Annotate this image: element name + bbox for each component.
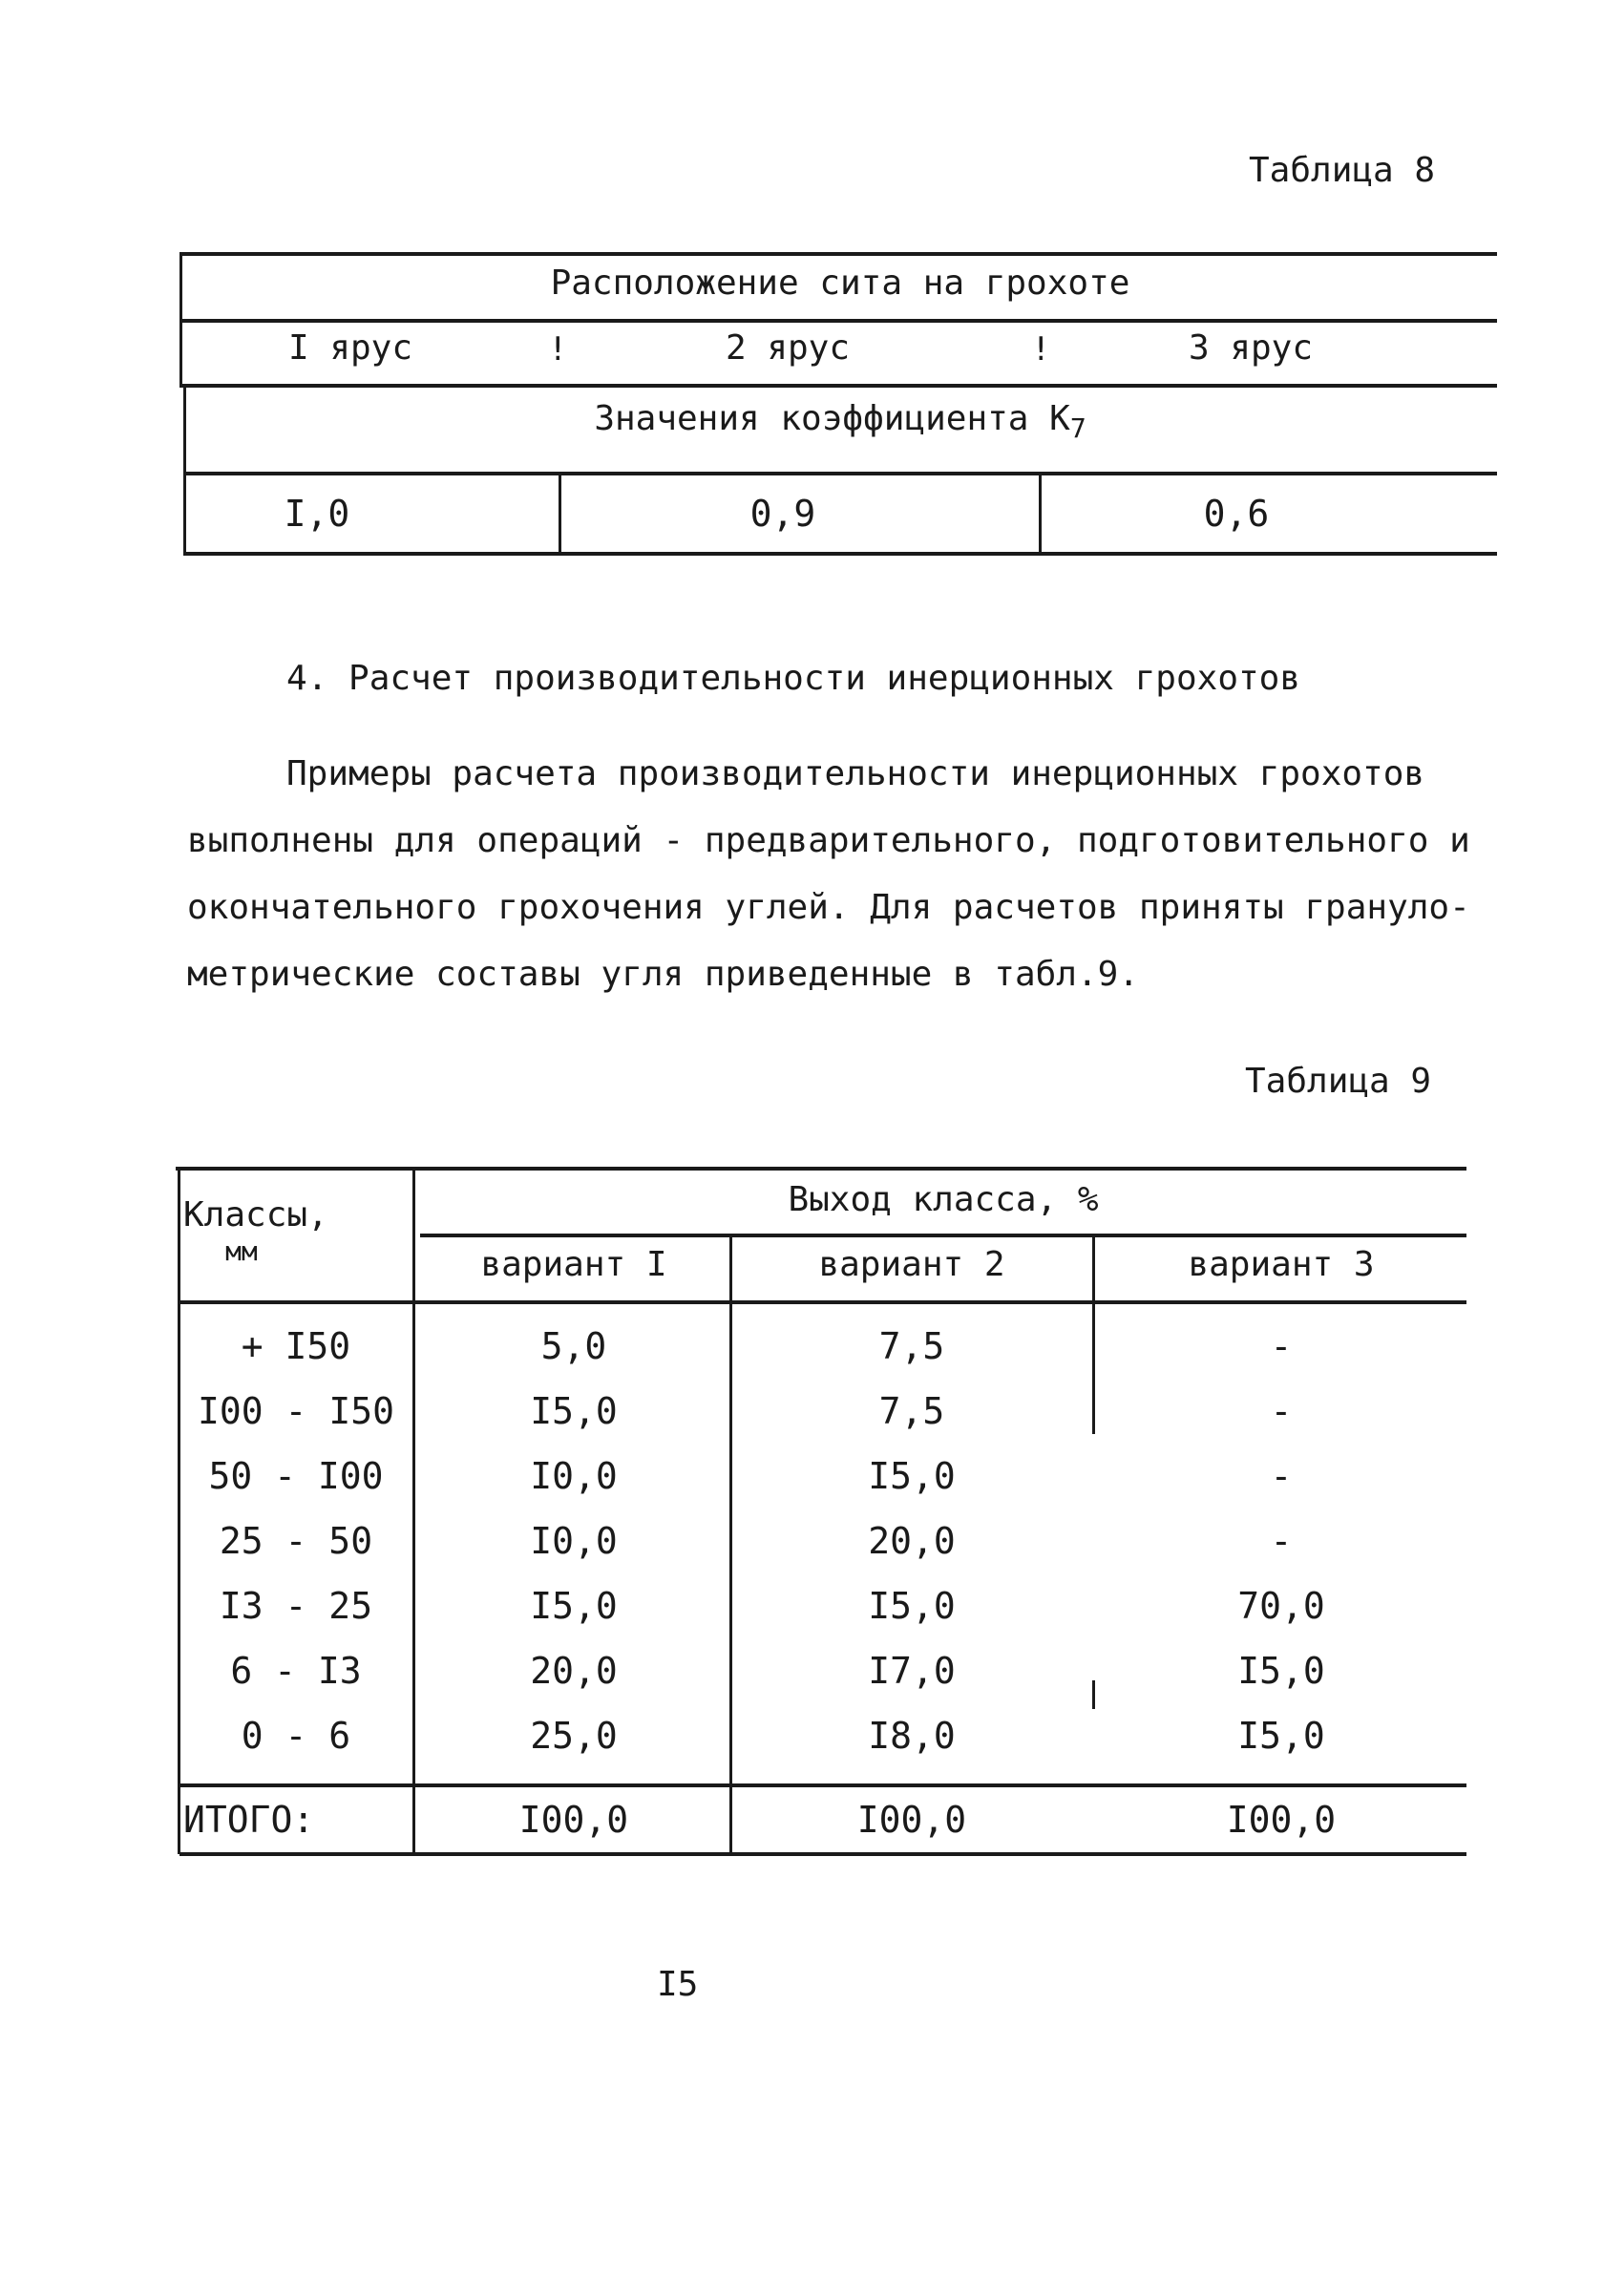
value-cell: 70,0	[1237, 1585, 1325, 1627]
paragraph-line: окончательного грохочения углей. Для расчетов приняты грануло-	[187, 888, 1470, 927]
separator-mark: !	[1031, 330, 1051, 369]
value-cell: 5,0	[540, 1325, 607, 1367]
total-value: I00,0	[1226, 1799, 1337, 1841]
class-cell: 50 - I00	[208, 1455, 384, 1497]
paragraph-line: выполнены для операций - предварительного, подготовительного и	[187, 821, 1470, 860]
value-cell: I0,0	[530, 1455, 618, 1497]
table9-variant-1: вариант I	[480, 1245, 667, 1284]
table9-variant-3: вариант 3	[1188, 1245, 1375, 1284]
value-cell: I5,0	[1237, 1650, 1325, 1692]
value-cell: -	[1270, 1455, 1293, 1497]
value-cell: 7,5	[878, 1390, 945, 1432]
class-cell: + I50	[241, 1325, 351, 1367]
class-cell: I00 - I50	[198, 1390, 394, 1432]
total-label: ИТОГО:	[183, 1799, 315, 1841]
table9-yield-header: Выход класса, %	[788, 1180, 1099, 1219]
class-cell: I3 - 25	[219, 1585, 373, 1627]
total-value: I00,0	[856, 1799, 967, 1841]
table8-value-1: I,0	[284, 493, 350, 535]
value-cell: -	[1270, 1520, 1293, 1562]
table8-tier-1: I ярус	[287, 328, 413, 368]
class-cell: 6 - I3	[230, 1650, 362, 1692]
section-heading: 4. Расчет производительности инерционных грохотов	[286, 659, 1301, 698]
total-value: I00,0	[518, 1799, 629, 1841]
value-cell: 20,0	[530, 1650, 618, 1692]
value-cell: I5,0	[530, 1585, 618, 1627]
paragraph-line: Примеры расчета производительности инерционных грохотов	[286, 754, 1425, 793]
value-cell: I7,0	[868, 1650, 956, 1692]
table8-tier-3: 3 ярус	[1188, 328, 1314, 368]
class-cell: 0 - 6	[241, 1715, 351, 1757]
table9-variant-2: вариант 2	[818, 1245, 1005, 1284]
table8-coef-header: Значения коэффициента $K_7$	[594, 399, 1086, 445]
coef-subscript: 7	[1069, 412, 1086, 445]
table9-col-classes-unit: мм	[225, 1235, 258, 1267]
table8-tier-2: 2 ярус	[725, 328, 851, 368]
table8-caption: Таблица 8	[1249, 151, 1436, 190]
value-cell: I5,0	[1237, 1715, 1325, 1757]
table9-caption: Таблица 9	[1245, 1062, 1432, 1101]
table8-value-2: 0,9	[749, 493, 816, 535]
page-number: I5	[657, 1965, 699, 2004]
value-cell: 7,5	[878, 1325, 945, 1367]
class-cell: 25 - 50	[219, 1520, 373, 1562]
paragraph-line: метрические составы угля приведенные в табл.9.	[187, 955, 1139, 994]
table8-header: Расположение сита на грохоте	[550, 264, 1130, 303]
value-cell: 20,0	[868, 1520, 956, 1562]
value-cell: -	[1270, 1325, 1293, 1367]
table8-value-3: 0,6	[1203, 493, 1270, 535]
value-cell: I5,0	[868, 1585, 956, 1627]
value-cell: I5,0	[530, 1390, 618, 1432]
table9-col-classes: Классы,	[183, 1195, 328, 1234]
value-cell: I5,0	[868, 1455, 956, 1497]
value-cell: I8,0	[868, 1715, 956, 1757]
value-cell: 25,0	[530, 1715, 618, 1757]
separator-mark: !	[548, 330, 568, 369]
value-cell: I0,0	[530, 1520, 618, 1562]
value-cell: -	[1270, 1390, 1293, 1432]
